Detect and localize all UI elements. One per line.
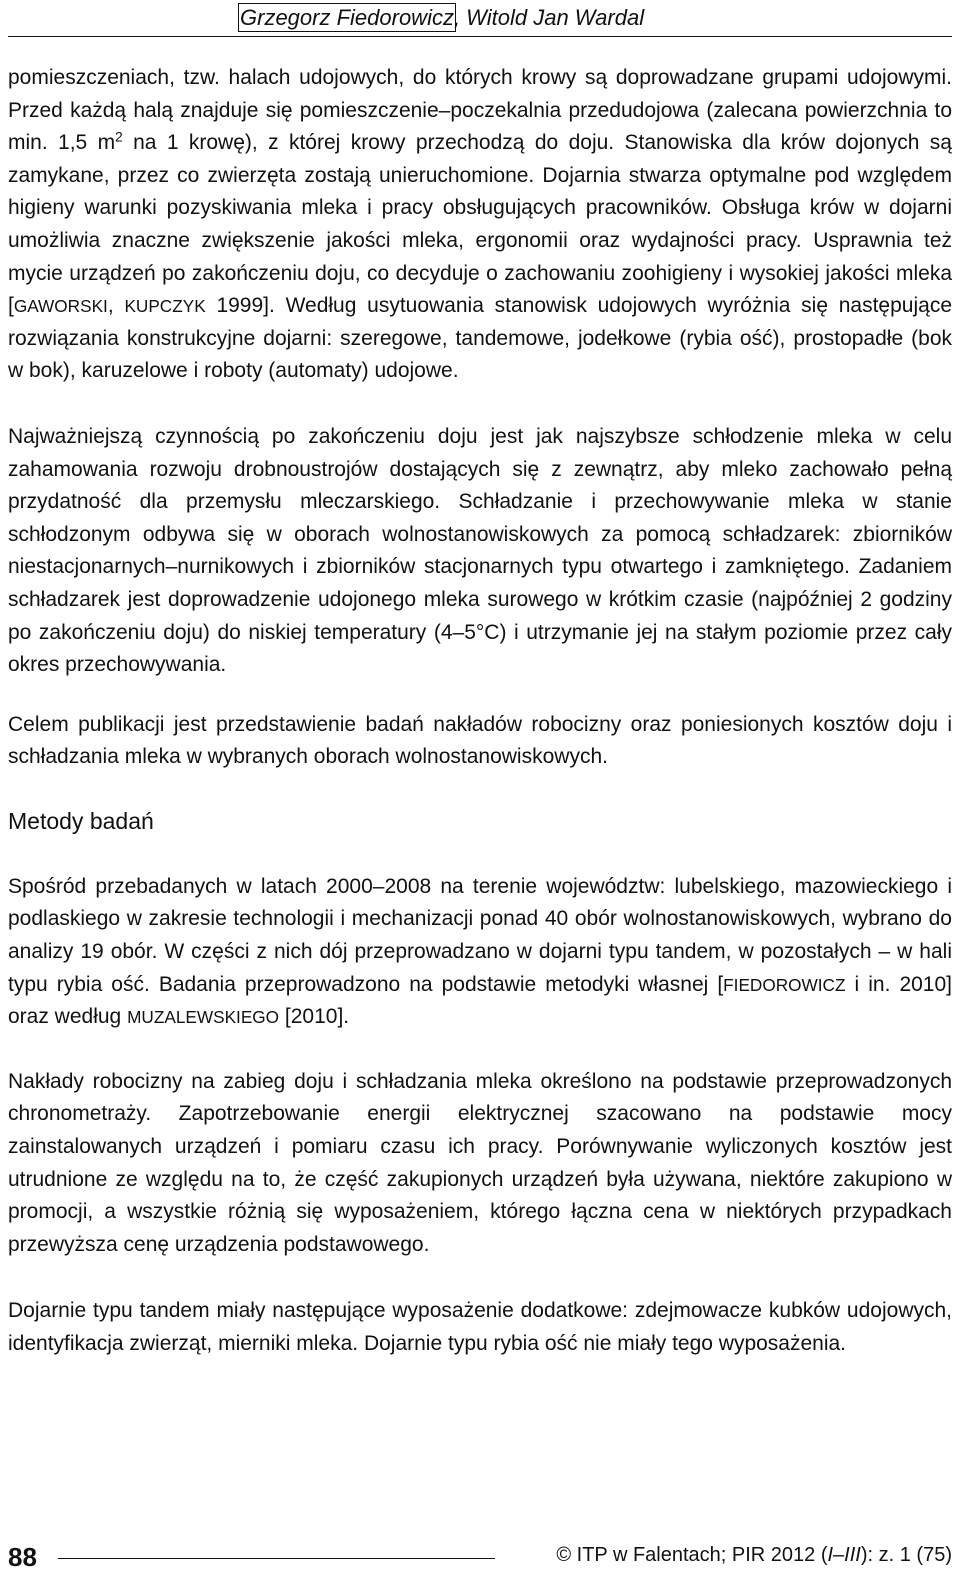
page-footer bbox=[0, 1530, 960, 1580]
citation-author: KUPCZYK bbox=[124, 296, 206, 317]
paragraph-aim: Celem publikacji jest przedstawienie badań nakładów robocizny oraz poniesionych kosztów doju i schładzania mleka w wybranych oborach wolnostanowiskowych. bbox=[8, 712, 952, 769]
running-head bbox=[240, 4, 644, 32]
paragraph-labour-costs: Nakłady robocizny na zabieg doju i schładzania mleka określono na podstawie przeprowadzonych chronometraży. Zapotrzebowanie energii elektrycznej szacowano na podstawie mocy zainstalowanych urządzeń i pomiaru czasu ich pracy. Porównywanie wyliczonych kosztów jest utrudnione ze względu na to, że część zakupionych urządzeń była używana, niektóre zakupiono w promocji, a wszystkie różnią się wyposażeniem, którego łączna cena w niektórych przypadkach przewyższa cenę urządzenia podstawowego. bbox=[8, 1069, 952, 1256]
citation-author: MUZALEWSKIEGO bbox=[127, 1007, 280, 1028]
citation-author: GAWORSKI bbox=[13, 296, 108, 317]
text-run: pomieszczeniach, tzw. halach udojowych, do których krowy są doprowadzane grupami udojowymi. Przed każdą halą znajduje się pomieszczenie–poczekalnia przedudojowa (zalecana powierzchnia to min. 1,5 m bbox=[8, 66, 952, 155]
text-run: ): z. 1 (75) bbox=[860, 1544, 952, 1566]
page-header bbox=[0, 0, 960, 48]
superscript: 2 bbox=[115, 129, 123, 145]
text-run: © ITP w Falentach; PIR 2012 ( bbox=[556, 1544, 828, 1566]
citation-author: FIEDOROWICZ bbox=[723, 974, 846, 995]
text-run: na 1 krowę), z której krowy przechodzą do doju. Stanowiska dla krów dojonych są zamykane, przez co zwierzęta zostają unieruchomione. Dojarnia stwarza optymalne pod względem higieny warunki pozyskiwania mleka i pracy obsługujących pracowników. Obsługa krów w dojarni umożliwia znaczne zwiększenie jakości mleka, ergonomii oraz wydajności pracy. Usprawnia też mycie urządzeń po zakończeniu doju, co decyduje o zachowaniu zoohigieny i wysokiej jakości mleka [ bbox=[8, 131, 952, 318]
paragraph-milk-cooling: Najważniejszą czynnością po zakończeniu doju jest jak najszybsze schłodzenie mleka w celu zahamowania rozwoju drobnoustrojów dostających się z zewnątrz, aby mleko zachowało pełną przydatność dla przemysłu mleczarskiego. Schładzanie i przechowywanie mleka w stanie schłodzonym odbywa się w oborach wolnostanowiskowych za pomocą schładzarek: zbiorników niestacjonarnych–nurnikowych i zbiorników stacjonarnych typu otwartego i zamkniętego. Zadaniem schładzarek jest doprowadzenie udojonego mleka surowego w krótkim czasie (najpóźniej 2 godziny po zakończeniu doju) do niskiej temperatury (4–5°C) i utrzymanie jej na stałym poziomie przez cały okres przechowywania. bbox=[8, 424, 952, 677]
author-name-boxed: Grzegorz Fiedorowicz bbox=[240, 5, 454, 30]
paragraph-milking-parlours bbox=[8, 62, 952, 388]
article-body bbox=[8, 62, 952, 1361]
text-run: Spośród przebadanych w latach 2000–2008 na terenie województw: lubelskiego, mazowieckiego i podlaskiego w zakresie technologii i mechanizacji ponad 40 obór wolnostanowiskowych, wybrano do analizy 19 obór. W części z nich dój przeprowadzano w dojarni typu tandem, w pozostałych – w hali typu rybia ość. Badania przeprowadzono na podstawie metodyki własnej [ bbox=[8, 874, 952, 996]
section-heading: Metody badań bbox=[8, 807, 154, 834]
footer-rule bbox=[58, 1558, 495, 1559]
author-name-rest: , Witold Jan Wardal bbox=[453, 5, 645, 30]
text-run: , bbox=[107, 294, 125, 318]
text-run: 1999]. Według usytuowania stanowisk udojowych wyróżnia się następujące rozwiązania konstrukcyjne dojarni: szeregowe, tandemowe, jodełkowe (rybia ość), prostopadłe (bok w bok), karuzelowe i roboty (automaty) udojowe. bbox=[8, 294, 952, 383]
journal-citation bbox=[556, 1544, 952, 1567]
page-number: 88 bbox=[8, 1542, 37, 1572]
header-rule bbox=[8, 36, 952, 37]
paragraph-methods bbox=[8, 871, 952, 1034]
text-run: [2010]. bbox=[279, 1005, 350, 1029]
text-run: i in. 2010] oraz według bbox=[8, 972, 952, 1029]
issue-range: I–III bbox=[827, 1544, 861, 1566]
paragraph-equipment: Dojarnie typu tandem miały następujące wyposażenie dodatkowe: zdejmowacze kubków udojowych, identyfikacja zwierząt, mierniki mleka. Dojarnie typu rybia ość nie miały tego wyposażenia. bbox=[8, 1299, 952, 1355]
